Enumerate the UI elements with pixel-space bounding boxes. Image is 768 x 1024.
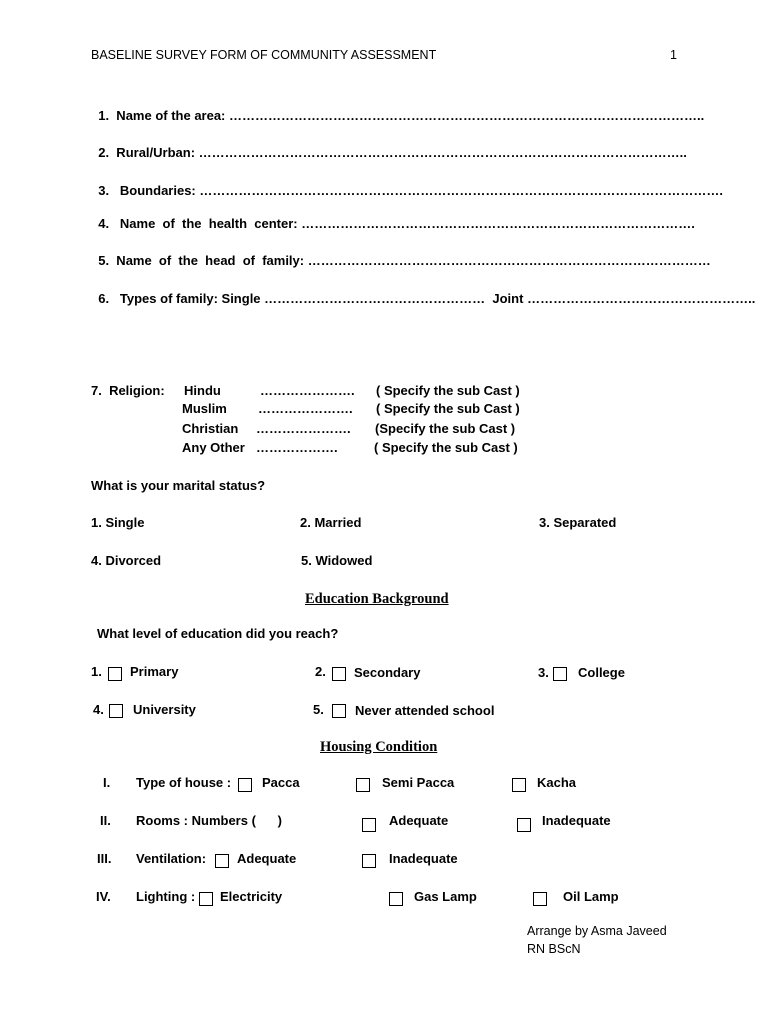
footer-credential: RN BScN [527,942,581,956]
education-heading: Education Background [305,591,449,607]
education-question: What level of education did you reach? [97,626,339,641]
form-title: BASELINE SURVEY FORM OF COMMUNITY ASSESSMENT [91,48,437,62]
field-area[interactable] [91,96,704,122]
housing-num-3: III. [97,851,112,866]
religion-other-note: ( Specify the sub Cast ) [374,440,518,455]
field-health-center-dots: ………………………………………………………………………………. [301,216,695,231]
checkbox-ventilation-inadequate[interactable] [362,854,376,868]
checkbox-electricity[interactable] [199,892,213,906]
ventilation-adequate-label: Adequate [237,851,297,866]
checkbox-college[interactable] [553,667,567,681]
kacha-label: Kacha [537,775,577,790]
religion-hindu: Hindu [184,383,221,398]
rooms-label: Rooms : Numbers ( ) [136,813,282,828]
edu-university-label: University [133,702,196,717]
field-boundaries[interactable] [91,171,723,197]
housing-num-4: IV. [96,889,111,904]
edu-college-label: College [578,665,625,680]
checkbox-university[interactable] [109,704,123,718]
field-boundaries-dots: …………………………………………………………………………………………………………. [199,183,724,198]
checkbox-rooms-adequate[interactable] [362,818,376,832]
religion-christian: Christian [182,421,239,436]
field-health-center-label: 4. Name of the health center: [98,216,298,231]
ventilation-inadequate-label: Inadequate [389,851,458,866]
rooms-inadequate-label: Inadequate [542,813,611,828]
checkbox-ventilation-adequate[interactable] [215,854,229,868]
checkbox-secondary[interactable] [332,667,346,681]
religion-other-dots[interactable]: ………………. [256,440,338,455]
lighting-label: Lighting : [136,889,196,904]
field-head-of-family-dots: ………………………………………………………………………………… [307,253,711,268]
field-rural-urban-label: 2. Rural/Urban: [98,145,196,160]
edu-secondary-label: Secondary [354,665,421,680]
religion-christian-note: (Specify the sub Cast ) [375,421,516,436]
religion-muslim-dots[interactable]: …………………. [258,401,353,416]
marital-option-divorced[interactable]: 4. Divorced [91,553,162,568]
page-number: 1 [670,48,677,62]
marital-question: What is your marital status? [91,478,266,493]
field-area-label: 1. Name of the area: [98,108,226,123]
field-boundaries-label: 3. Boundaries: [98,183,196,198]
religion-muslim: Muslim [182,401,227,416]
religion-hindu-dots[interactable]: …………………. [260,383,355,398]
family-joint-dots: …………………………………………….. [527,291,756,306]
marital-option-separated[interactable]: 3. Separated [539,515,617,530]
religion-other: Any Other [182,440,245,455]
checkbox-never-attended[interactable] [332,704,346,718]
religion-hindu-note: ( Specify the sub Cast ) [376,383,520,398]
oil-lamp-label: Oil Lamp [563,889,619,904]
checkbox-rooms-inadequate[interactable] [517,818,531,832]
field-rural-urban-dots: ………………………………………………………………………………………………….. [198,145,687,160]
religion-label: 7. Religion: [91,383,165,398]
marital-option-married[interactable]: 2. Married [300,515,362,530]
semi-pacca-label: Semi Pacca [382,775,455,790]
edu-num-4: 4. [93,702,104,717]
field-health-center[interactable] [91,204,695,230]
checkbox-oil-lamp[interactable] [533,892,547,906]
edu-num-2: 2. [315,664,326,679]
checkbox-kacha[interactable] [512,778,526,792]
field-rural-urban[interactable] [91,133,687,159]
rooms-adequate-label: Adequate [389,813,449,828]
footer-author: Arrange by Asma Javeed [527,924,667,938]
edu-num-3: 3. [538,665,549,680]
gas-lamp-label: Gas Lamp [414,889,477,904]
checkbox-gas-lamp[interactable] [389,892,403,906]
field-head-of-family[interactable] [91,241,711,267]
religion-muslim-note: ( Specify the sub Cast ) [376,401,520,416]
field-head-of-family-label: 5. Name of the head of family: [98,253,305,268]
ventilation-label: Ventilation: [136,851,207,866]
field-family-type[interactable] [91,279,755,305]
marital-option-widowed[interactable]: 5. Widowed [301,553,373,568]
family-single-dots: …………………………………………… [264,291,486,306]
pacca-label: Pacca [262,775,300,790]
edu-never-label: Never attended school [355,703,495,718]
religion-christian-dots[interactable]: …………………. [256,421,351,436]
family-type-label: 6. Types of family: Single [98,291,261,306]
housing-heading: Housing Condition [320,739,438,755]
checkbox-pacca[interactable] [238,778,252,792]
edu-num-1: 1. [91,664,102,679]
housing-num-2: II. [100,813,111,828]
family-joint-label: Joint [492,291,524,306]
checkbox-primary[interactable] [108,667,122,681]
electricity-label: Electricity [220,889,283,904]
edu-primary-label: Primary [130,664,179,679]
edu-num-5: 5. [313,702,324,717]
field-area-dots: ……………………………………………………………………………………………….. [229,108,705,123]
marital-option-single[interactable]: 1. Single [91,515,145,530]
checkbox-semi-pacca[interactable] [356,778,370,792]
housing-num-1: I. [103,775,111,790]
housing-type-label: Type of house : [136,775,232,790]
